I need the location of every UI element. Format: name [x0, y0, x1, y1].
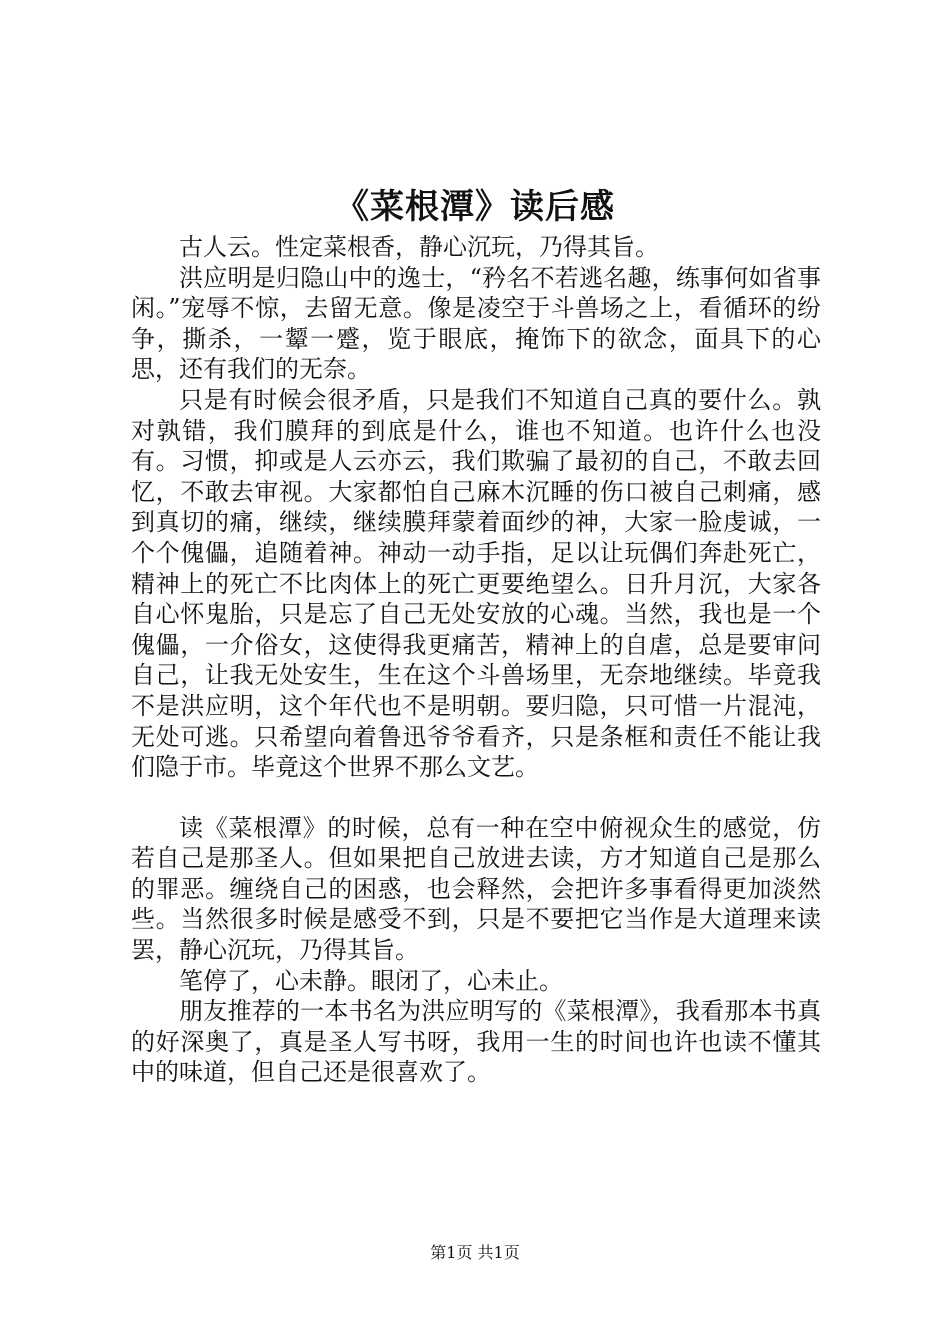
paragraph-6: 朋友推荐的一本书名为洪应明写的《菜根潭》，我看那本书真的好深奥了，真是圣人写书呀，我用一生的时间也许也读不懂其中的味道，但自己还是很喜欢了。 — [131, 997, 821, 1087]
paragraph-3: 只是有时候会很矛盾，只是我们不知道自己真的要什么。孰对孰错，我们膜拜的到底是什么，谁也不知道。也许什么也没有。习惯，抑或是人云亦云，我们欺骗了最初的自己，不敢去回忆，不敢去审视。大家都怕自己麻木沉睡的伤口被自己刺痛，感到真切的痛，继续，继续膜拜蒙着面纱的神，大家一脸虔诚，一个个傀儡，追随着神。神动一动手指，足以让玩偶们奔赴死亡，精神上的死亡不比肉体上的死亡更要绝望么。日升月沉，大家各自心怀鬼胎，只是忘了自己无处安放的心魂。当然，我也是一个傀儡，一介俗女，这使得我更痛苦，精神上的自虐，总是要审问自己，让我无处安生，生在这个斗兽场里，无奈地继续。毕竟我不是洪应明，这个年代也不是明朝。要归隐，只可惜一片混沌，无处可逃。只希望向着鲁迅爷爷看齐，只是条框和责任不能让我们隐于市。毕竟这个世界不那么文艺。 — [131, 385, 821, 782]
paragraph-4: 读《菜根潭》的时候，总有一种在空中俯视众生的感觉，仿若自己是那圣人。但如果把自己放进去读，方才知道自己是那么的罪恶。缠绕自己的困惑，也会释然，会把许多事看得更加淡然些。当然很多时候是感受不到，只是不要把它当作是大道理来读罢，静心沉玩，乃得其旨。 — [131, 813, 821, 965]
paragraph-5: 笔停了，心未静。眼闭了，心未止。 — [179, 966, 563, 995]
paragraph-1: 古人云。性定菜根香，静心沉玩，乃得其旨。 — [179, 233, 659, 261]
paragraph-2: 洪应明是归隐山中的逸士，“矜名不若逃名趣，练事何如省事闲。”宠辱不惊，去留无意。像是凌空于斗兽场之上，看循环的纷争，撕杀，一颦一蹙，览于眼底，掩饰下的欲念，面具下的心思，还有我们的无奈。 — [131, 263, 821, 384]
page-footer: 第1页 共1页 — [430, 1243, 520, 1262]
document-body — [131, 232, 821, 1088]
document-title: 《菜根潭》读后感 — [335, 187, 615, 227]
